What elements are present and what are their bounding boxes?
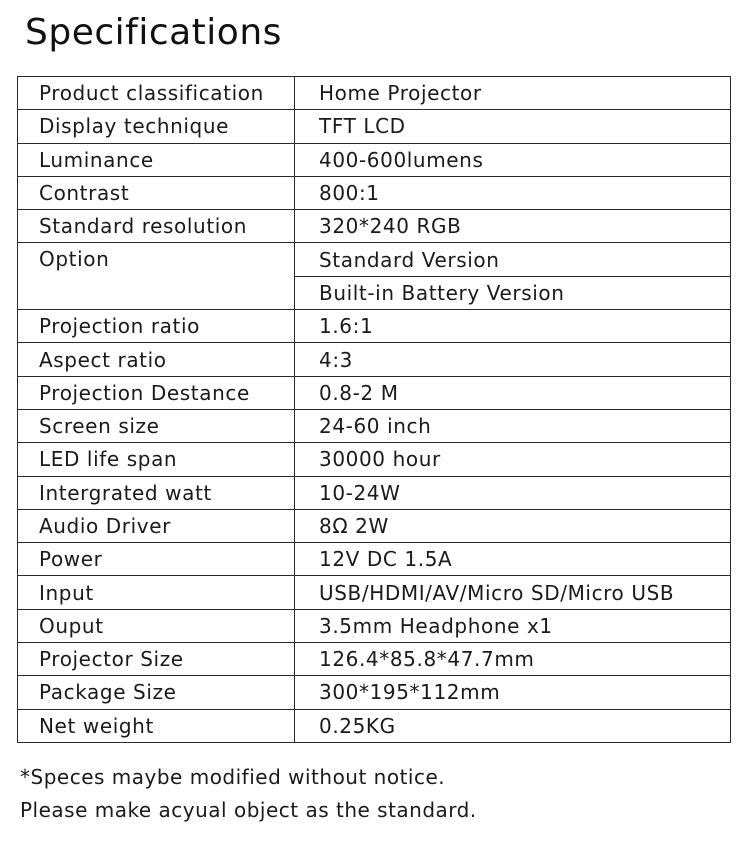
spec-label: Audio Driver — [18, 509, 295, 542]
spec-value: 320*240 RGB — [295, 210, 731, 243]
table-row — [18, 609, 731, 642]
spec-label: Power — [18, 543, 295, 576]
spec-label: Standard resolution — [18, 210, 295, 243]
spec-value: 800:1 — [295, 176, 731, 209]
spec-value: TFT LCD — [295, 110, 731, 143]
table-row — [18, 476, 731, 509]
footnote-disclaimer: *Speces maybe modified without notice. — [20, 765, 446, 789]
table-row — [18, 709, 731, 742]
specifications-table-body — [18, 77, 731, 743]
spec-value: 24-60 inch — [295, 409, 731, 442]
specifications-table — [17, 76, 731, 743]
table-row — [18, 176, 731, 209]
table-row — [18, 443, 731, 476]
table-row — [18, 310, 731, 343]
spec-value: 12V DC 1.5A — [295, 543, 731, 576]
spec-value: 400-600lumens — [295, 143, 731, 176]
table-row — [18, 576, 731, 609]
spec-value: 4:3 — [295, 343, 731, 376]
spec-label: Intergrated watt — [18, 476, 295, 509]
spec-value: 300*195*112mm — [295, 676, 731, 709]
spec-value: 0.8-2 M — [295, 376, 731, 409]
page-title: Specifications — [25, 12, 282, 53]
spec-value: 0.25KG — [295, 709, 731, 742]
spec-label: Ouput — [18, 609, 295, 642]
spec-label: Aspect ratio — [18, 343, 295, 376]
spec-label: Projector Size — [18, 643, 295, 676]
spec-value: Built-in Battery Version — [295, 276, 731, 309]
table-row — [18, 110, 731, 143]
table-row — [18, 643, 731, 676]
spec-value: 1.6:1 — [295, 310, 731, 343]
table-row — [18, 509, 731, 542]
spec-value: 3.5mm Headphone x1 — [295, 609, 731, 642]
spec-label: Package Size — [18, 676, 295, 709]
spec-value: Standard Version — [295, 243, 731, 276]
spec-value: Home Projector — [295, 77, 731, 110]
spec-value: 30000 hour — [295, 443, 731, 476]
table-row — [18, 676, 731, 709]
spec-label: Option — [18, 243, 295, 310]
spec-value: 126.4*85.8*47.7mm — [295, 643, 731, 676]
spec-value: USB/HDMI/AV/Micro SD/Micro USB — [295, 576, 731, 609]
spec-label: Display technique — [18, 110, 295, 143]
table-row — [18, 243, 731, 276]
spec-label: Projection ratio — [18, 310, 295, 343]
table-row — [18, 376, 731, 409]
spec-label: Net weight — [18, 709, 295, 742]
spec-label: Luminance — [18, 143, 295, 176]
table-row — [18, 77, 731, 110]
table-row — [18, 343, 731, 376]
spec-label: Projection Destance — [18, 376, 295, 409]
spec-label: Contrast — [18, 176, 295, 209]
table-row — [18, 543, 731, 576]
table-row — [18, 143, 731, 176]
spec-value: 10-24W — [295, 476, 731, 509]
table-row — [18, 210, 731, 243]
spec-label: Screen size — [18, 409, 295, 442]
spec-label: Input — [18, 576, 295, 609]
spec-label: LED life span — [18, 443, 295, 476]
footnotes — [20, 761, 477, 827]
footnote-standard: Please make acyual object as the standard. — [20, 798, 477, 822]
table-row — [18, 409, 731, 442]
spec-label: Product classification — [18, 77, 295, 110]
spec-value: 8Ω 2W — [295, 509, 731, 542]
